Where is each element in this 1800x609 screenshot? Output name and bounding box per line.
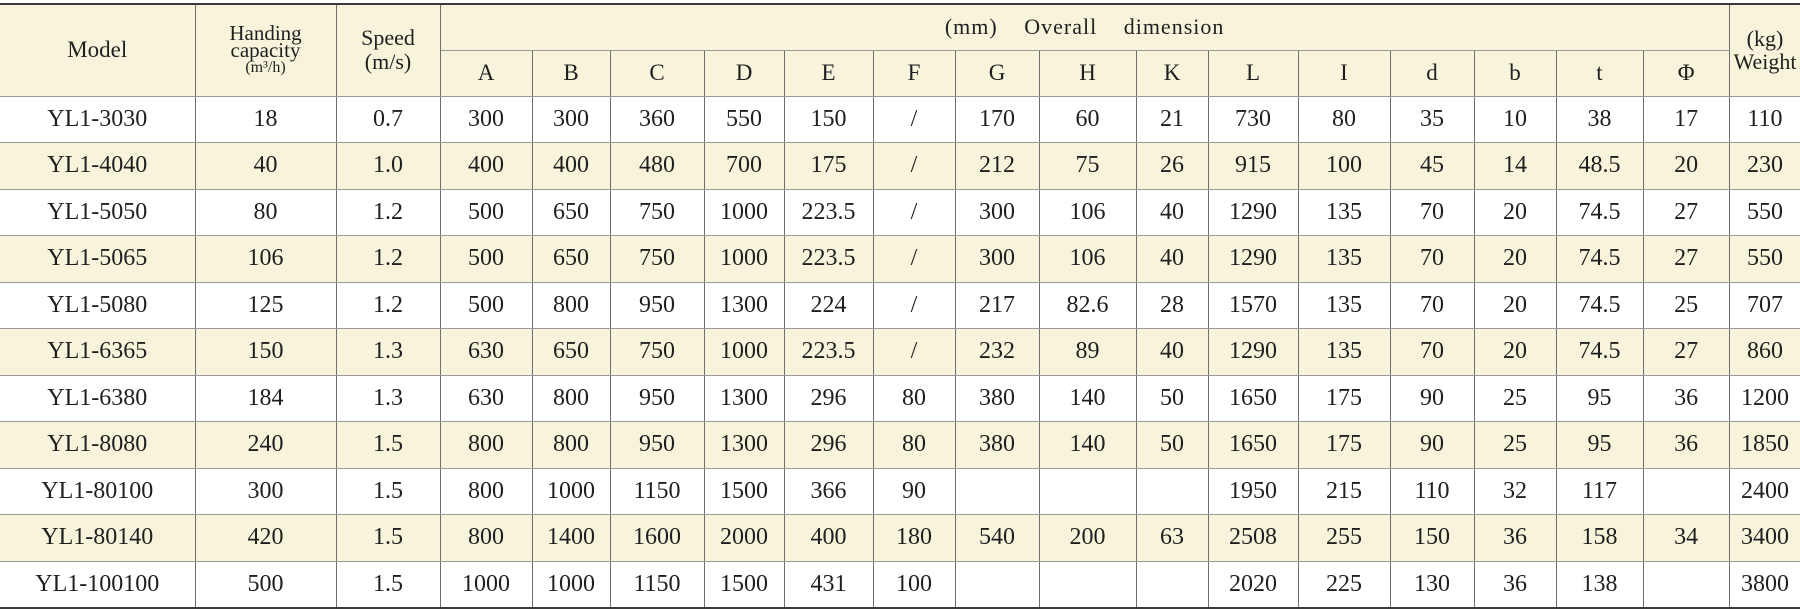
table-cell: /	[873, 282, 955, 329]
table-cell: 224	[784, 282, 873, 329]
table-body	[0, 96, 1800, 608]
table-cell: 1570	[1208, 282, 1298, 329]
table-cell: 95	[1556, 422, 1643, 469]
table-cell: 14	[1474, 143, 1556, 190]
model-cell: YL1-8080	[0, 422, 195, 469]
table-cell: 38	[1556, 96, 1643, 143]
table-cell	[1136, 468, 1208, 515]
table-cell: 650	[532, 189, 610, 236]
table-cell: 1000	[704, 329, 784, 376]
table-row	[0, 96, 1800, 143]
table-cell: 27	[1643, 329, 1729, 376]
table-cell: 1.0	[336, 143, 440, 190]
header-model: Model	[0, 4, 195, 96]
table-cell: 366	[784, 468, 873, 515]
table-cell	[1136, 561, 1208, 608]
table-cell: 500	[440, 236, 532, 283]
header-dim-12: b	[1474, 50, 1556, 96]
table-cell: 90	[873, 468, 955, 515]
table-cell	[1039, 561, 1136, 608]
model-cell: YL1-80140	[0, 515, 195, 562]
header-dim-6: G	[955, 50, 1039, 96]
table-cell: 100	[1298, 143, 1390, 190]
table-cell: 1400	[532, 515, 610, 562]
table-cell	[1039, 468, 1136, 515]
table-cell: 1300	[704, 422, 784, 469]
table-cell: 950	[610, 375, 704, 422]
header-dim-9: L	[1208, 50, 1298, 96]
table-cell: 36	[1643, 422, 1729, 469]
table-cell: 70	[1390, 329, 1474, 376]
header-dim-14: Φ	[1643, 50, 1729, 96]
table-cell: 700	[704, 143, 784, 190]
table-cell: 50	[1136, 422, 1208, 469]
table-cell: 500	[195, 561, 336, 608]
table-cell: 60	[1039, 96, 1136, 143]
table-cell: 750	[610, 236, 704, 283]
table-cell: 1600	[610, 515, 704, 562]
table-cell: 300	[195, 468, 336, 515]
table-cell: 106	[195, 236, 336, 283]
table-cell: 110	[1729, 96, 1800, 143]
table-cell: 35	[1390, 96, 1474, 143]
table-cell: /	[873, 143, 955, 190]
table-cell: 32	[1474, 468, 1556, 515]
table-cell: 150	[1390, 515, 1474, 562]
model-cell: YL1-5050	[0, 189, 195, 236]
table-cell: 300	[532, 96, 610, 143]
table-cell: 1150	[610, 468, 704, 515]
table-cell: 1.5	[336, 561, 440, 608]
table-cell: 1300	[704, 282, 784, 329]
table-cell: 1650	[1208, 422, 1298, 469]
table-cell: 80	[873, 375, 955, 422]
model-cell: YL1-5065	[0, 236, 195, 283]
table-cell: 200	[1039, 515, 1136, 562]
header-row-1	[0, 4, 1800, 50]
header-capacity-line2: capacity	[230, 37, 301, 62]
table-cell: 140	[1039, 422, 1136, 469]
table-cell: 800	[532, 422, 610, 469]
table-cell: 20	[1474, 189, 1556, 236]
table-cell: 800	[440, 468, 532, 515]
table-cell: 1500	[704, 468, 784, 515]
header-capacity-line1: Handing	[229, 20, 302, 45]
table-cell: 106	[1039, 236, 1136, 283]
table-row	[0, 236, 1800, 283]
table-cell: 48.5	[1556, 143, 1643, 190]
table-cell: 175	[784, 143, 873, 190]
table-cell: 138	[1556, 561, 1643, 608]
table-cell: 2000	[704, 515, 784, 562]
table-cell: 730	[1208, 96, 1298, 143]
table-header	[0, 4, 1800, 96]
table-cell: 20	[1474, 329, 1556, 376]
table-cell: 100	[873, 561, 955, 608]
table-row	[0, 143, 1800, 190]
table-cell: 117	[1556, 468, 1643, 515]
table-cell: 1.5	[336, 468, 440, 515]
table-cell: 1.2	[336, 189, 440, 236]
table-cell: 300	[955, 189, 1039, 236]
table-cell: 82.6	[1039, 282, 1136, 329]
table-cell	[955, 561, 1039, 608]
model-cell: YL1-6380	[0, 375, 195, 422]
table-cell: 90	[1390, 422, 1474, 469]
table-row	[0, 561, 1800, 608]
table-cell: 800	[440, 422, 532, 469]
table-cell: 175	[1298, 375, 1390, 422]
model-cell: YL1-80100	[0, 468, 195, 515]
header-overall-unit: (mm)	[944, 14, 998, 40]
table-cell: 20	[1474, 282, 1556, 329]
table-cell: 25	[1474, 375, 1556, 422]
header-dim-3: D	[704, 50, 784, 96]
table-cell: 1.5	[336, 422, 440, 469]
table-cell: 750	[610, 189, 704, 236]
table-cell: 20	[1474, 236, 1556, 283]
table-cell	[1643, 561, 1729, 608]
header-weight-label: Weight	[1733, 49, 1797, 75]
table-cell: 223.5	[784, 189, 873, 236]
table-cell: 380	[955, 422, 1039, 469]
table-row	[0, 468, 1800, 515]
table-cell: 1000	[440, 561, 532, 608]
header-capacity	[195, 4, 336, 96]
table-cell: 550	[1729, 189, 1800, 236]
header-weight	[1729, 4, 1800, 96]
table-cell: 225	[1298, 561, 1390, 608]
table-row	[0, 282, 1800, 329]
table-cell: 40	[1136, 189, 1208, 236]
model-cell: YL1-3030	[0, 96, 195, 143]
header-dim-13: t	[1556, 50, 1643, 96]
table-cell: 130	[1390, 561, 1474, 608]
table-cell: 800	[440, 515, 532, 562]
table-cell: 1950	[1208, 468, 1298, 515]
table-cell: 630	[440, 375, 532, 422]
table-cell: 1.2	[336, 236, 440, 283]
table-cell: 2400	[1729, 468, 1800, 515]
table-cell: 50	[1136, 375, 1208, 422]
table-cell: 36	[1474, 561, 1556, 608]
table-cell: 230	[1729, 143, 1800, 190]
table-cell: 232	[955, 329, 1039, 376]
table-cell: 950	[610, 422, 704, 469]
table-cell: 300	[955, 236, 1039, 283]
spec-table	[0, 3, 1800, 609]
table-cell: 1000	[532, 468, 610, 515]
model-cell: YL1-100100	[0, 561, 195, 608]
table-cell: 550	[1729, 236, 1800, 283]
table-cell: 1.2	[336, 282, 440, 329]
table-row	[0, 189, 1800, 236]
table-cell: 36	[1474, 515, 1556, 562]
table-cell: 500	[440, 282, 532, 329]
table-cell: 212	[955, 143, 1039, 190]
table-cell: 27	[1643, 189, 1729, 236]
model-cell: YL1-5080	[0, 282, 195, 329]
table-cell: 800	[532, 282, 610, 329]
table-cell: 89	[1039, 329, 1136, 376]
table-cell: 420	[195, 515, 336, 562]
table-cell: 1650	[1208, 375, 1298, 422]
table-row	[0, 515, 1800, 562]
table-cell: 800	[532, 375, 610, 422]
table-cell: 150	[784, 96, 873, 143]
table-cell: 217	[955, 282, 1039, 329]
table-cell: 106	[1039, 189, 1136, 236]
table-cell: 110	[1390, 468, 1474, 515]
header-speed-line1: Speed	[361, 25, 415, 51]
table-cell: 0.7	[336, 96, 440, 143]
table-cell: 27	[1643, 236, 1729, 283]
header-dim-1: B	[532, 50, 610, 96]
table-cell: 431	[784, 561, 873, 608]
table-cell: 480	[610, 143, 704, 190]
table-cell: 28	[1136, 282, 1208, 329]
table-cell: 135	[1298, 236, 1390, 283]
table-cell: 135	[1298, 282, 1390, 329]
table-cell: 296	[784, 375, 873, 422]
table-cell: 80	[195, 189, 336, 236]
table-cell: 550	[704, 96, 784, 143]
table-cell: 296	[784, 422, 873, 469]
table-cell: 1150	[610, 561, 704, 608]
table-cell: 70	[1390, 236, 1474, 283]
table-cell: /	[873, 96, 955, 143]
table-cell: 75	[1039, 143, 1136, 190]
table-cell: 1290	[1208, 189, 1298, 236]
table-cell: 2020	[1208, 561, 1298, 608]
table-cell: 360	[610, 96, 704, 143]
table-cell: 2508	[1208, 515, 1298, 562]
table-cell: 95	[1556, 375, 1643, 422]
table-cell: 80	[1298, 96, 1390, 143]
table-cell: 25	[1474, 422, 1556, 469]
table-cell: 1300	[704, 375, 784, 422]
table-cell: 135	[1298, 329, 1390, 376]
table-cell	[955, 468, 1039, 515]
table-cell: 18	[195, 96, 336, 143]
table-cell: 1.3	[336, 329, 440, 376]
table-cell: 380	[955, 375, 1039, 422]
table-cell: 40	[195, 143, 336, 190]
table-cell: 158	[1556, 515, 1643, 562]
table-cell: 300	[440, 96, 532, 143]
table-cell: 26	[1136, 143, 1208, 190]
table-cell: 650	[532, 236, 610, 283]
table-cell: 400	[532, 143, 610, 190]
table-cell: 750	[610, 329, 704, 376]
header-weight-unit: (kg)	[1746, 26, 1784, 52]
table-cell: /	[873, 189, 955, 236]
table-cell: 184	[195, 375, 336, 422]
table-cell: 34	[1643, 515, 1729, 562]
table-cell: 180	[873, 515, 955, 562]
table-cell: 45	[1390, 143, 1474, 190]
table-cell: 140	[1039, 375, 1136, 422]
table-cell: 630	[440, 329, 532, 376]
table-cell: 63	[1136, 515, 1208, 562]
table-cell: 223.5	[784, 236, 873, 283]
table-cell: 1.3	[336, 375, 440, 422]
table-cell: 3800	[1729, 561, 1800, 608]
table-cell: 950	[610, 282, 704, 329]
table-row	[0, 422, 1800, 469]
header-dim-11: d	[1390, 50, 1474, 96]
table-cell: 17	[1643, 96, 1729, 143]
table-cell: /	[873, 236, 955, 283]
table-cell: 540	[955, 515, 1039, 562]
table-cell: 20	[1643, 143, 1729, 190]
table-cell: 21	[1136, 96, 1208, 143]
header-dim-2: C	[610, 50, 704, 96]
table-cell: 70	[1390, 282, 1474, 329]
table-cell: 74.5	[1556, 329, 1643, 376]
header-dim-8: K	[1136, 50, 1208, 96]
table-cell: 1000	[704, 236, 784, 283]
table-cell: 10	[1474, 96, 1556, 143]
table-cell: 70	[1390, 189, 1474, 236]
header-overall-dimension	[440, 4, 1729, 50]
table-cell: 74.5	[1556, 236, 1643, 283]
table-cell: 40	[1136, 236, 1208, 283]
table-cell: 255	[1298, 515, 1390, 562]
table-cell	[1643, 468, 1729, 515]
header-overall-label: Overall dimension	[1024, 14, 1225, 40]
table-cell: 1000	[532, 561, 610, 608]
header-dim-7: H	[1039, 50, 1136, 96]
table-cell: 860	[1729, 329, 1800, 376]
table-row	[0, 375, 1800, 422]
header-speed	[336, 4, 440, 96]
table-cell: 175	[1298, 422, 1390, 469]
table-cell: 650	[532, 329, 610, 376]
table-cell: 74.5	[1556, 282, 1643, 329]
table-cell: 90	[1390, 375, 1474, 422]
model-cell: YL1-6365	[0, 329, 195, 376]
table-cell: 74.5	[1556, 189, 1643, 236]
model-cell: YL1-4040	[0, 143, 195, 190]
table-cell: 1.5	[336, 515, 440, 562]
table-cell: 40	[1136, 329, 1208, 376]
table-cell: 400	[784, 515, 873, 562]
table-cell: 400	[440, 143, 532, 190]
table-cell: /	[873, 329, 955, 376]
table-cell: 1200	[1729, 375, 1800, 422]
table-cell: 500	[440, 189, 532, 236]
table-cell: 135	[1298, 189, 1390, 236]
table-cell: 1000	[704, 189, 784, 236]
table-cell: 1500	[704, 561, 784, 608]
table-cell: 1290	[1208, 236, 1298, 283]
table-cell: 36	[1643, 375, 1729, 422]
header-dim-10: I	[1298, 50, 1390, 96]
table-cell: 915	[1208, 143, 1298, 190]
header-speed-line2: (m/s)	[364, 49, 412, 75]
table-cell: 80	[873, 422, 955, 469]
header-dim-5: F	[873, 50, 955, 96]
table-cell: 125	[195, 282, 336, 329]
table-row	[0, 329, 1800, 376]
table-cell: 170	[955, 96, 1039, 143]
table-cell: 1290	[1208, 329, 1298, 376]
table-cell: 707	[1729, 282, 1800, 329]
table-cell: 3400	[1729, 515, 1800, 562]
header-dim-0: A	[440, 50, 532, 96]
table-cell: 240	[195, 422, 336, 469]
table-cell: 1850	[1729, 422, 1800, 469]
table-cell: 150	[195, 329, 336, 376]
header-dim-4: E	[784, 50, 873, 96]
header-capacity-unit: (m³/h)	[245, 58, 286, 76]
table-cell: 25	[1643, 282, 1729, 329]
table-cell: 223.5	[784, 329, 873, 376]
table-cell: 215	[1298, 468, 1390, 515]
